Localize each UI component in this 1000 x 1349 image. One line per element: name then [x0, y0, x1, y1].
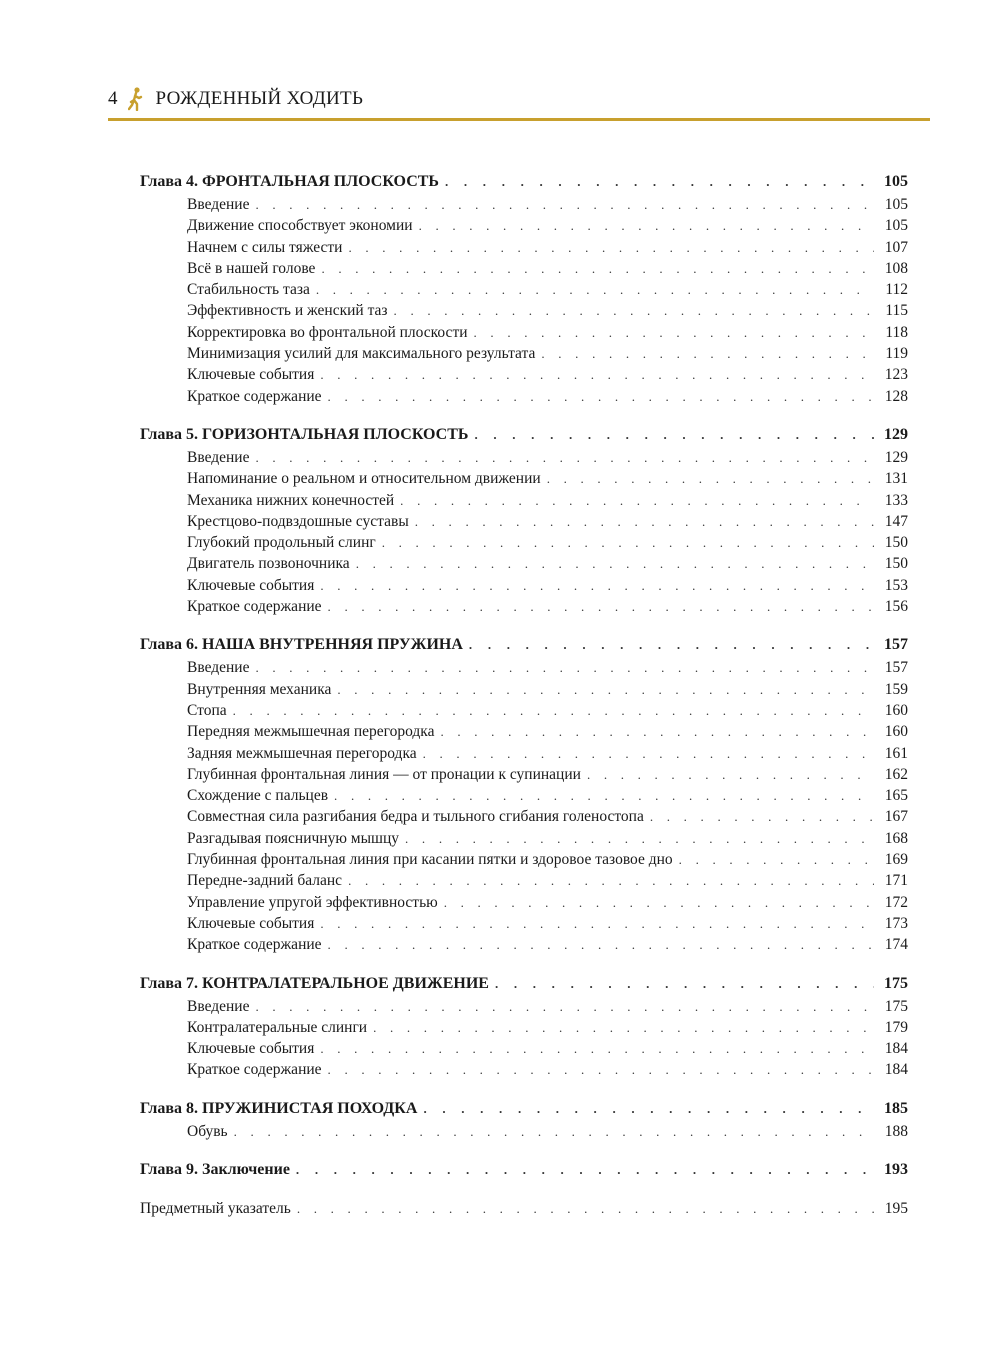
section-entry[interactable]	[140, 343, 908, 364]
chapter-block	[140, 633, 908, 955]
walking-person-icon	[128, 87, 144, 111]
section-entry-title: Краткое содержание	[187, 1061, 322, 1079]
chapter-entry[interactable]	[140, 633, 908, 657]
section-entry-page: 119	[885, 345, 908, 363]
section-entry[interactable]	[140, 511, 908, 532]
dot-leader	[234, 1121, 874, 1142]
section-entry-page: 131	[884, 470, 908, 488]
chapter-entry[interactable]	[140, 972, 908, 996]
chapter-block	[140, 1158, 908, 1182]
section-entry-title: Двигатель позвоночника	[187, 555, 350, 573]
section-entry[interactable]	[140, 1121, 908, 1142]
section-entry-page: 179	[884, 1018, 908, 1036]
section-entry-page: 162	[884, 765, 908, 783]
dot-leader	[320, 364, 874, 385]
chapter-entry-title: Глава 4. ФРОНТАЛЬНАЯ ПЛОСКОСТЬ	[140, 173, 439, 190]
dot-leader	[255, 447, 874, 468]
section-entry-page: 172	[884, 893, 908, 911]
dot-leader	[328, 934, 874, 955]
table-of-contents	[140, 170, 908, 1219]
index-entry[interactable]	[140, 1198, 908, 1219]
chapter-block	[140, 423, 908, 617]
section-entry-title: Стопа	[187, 701, 227, 719]
dot-leader	[541, 343, 874, 364]
section-entry-page: 128	[884, 387, 908, 405]
section-entry[interactable]	[140, 996, 908, 1017]
section-entry[interactable]	[140, 279, 908, 300]
dot-leader	[297, 1198, 874, 1219]
section-entry[interactable]	[140, 364, 908, 385]
section-entry[interactable]	[140, 468, 908, 489]
dot-leader	[233, 700, 874, 721]
section-entry[interactable]	[140, 447, 908, 468]
section-entry-title: Корректировка во фронтальной плоскости	[187, 323, 468, 341]
section-entry-title: Управление упругой эффективностью	[187, 893, 438, 911]
section-entry[interactable]	[140, 785, 908, 806]
dot-leader	[469, 633, 874, 657]
dot-leader	[474, 322, 874, 343]
section-entry[interactable]	[140, 1017, 908, 1038]
section-entry[interactable]	[140, 764, 908, 785]
chapter-entry[interactable]	[140, 1158, 908, 1182]
section-entry-page: 107	[884, 238, 908, 256]
section-entry-page: 112	[885, 281, 908, 299]
section-entry-page: 171	[884, 872, 908, 890]
section-entry-title: Напоминание о реальном и относительном движении	[187, 470, 541, 488]
section-entry-title: Крестцово-подвздошные суставы	[187, 512, 409, 530]
section-entry-title: Ключевые события	[187, 1040, 315, 1058]
dot-leader	[440, 721, 874, 742]
section-entry[interactable]	[140, 575, 908, 596]
section-entry-title: Ключевые события	[187, 914, 315, 932]
chapter-block	[140, 1097, 908, 1142]
section-entry-title: Глубинная фронтальная линия — от пронации к супинации	[187, 765, 581, 783]
chapter-entry-page: 175	[884, 974, 908, 992]
section-entry[interactable]	[140, 532, 908, 553]
dot-leader	[394, 300, 874, 321]
section-entry-page: 160	[884, 701, 908, 719]
section-entry[interactable]	[140, 322, 908, 343]
section-entry-page: 168	[884, 829, 908, 847]
dot-leader	[423, 743, 874, 764]
section-entry-title: Ключевые события	[187, 366, 315, 384]
section-entry-page: 153	[884, 576, 908, 594]
section-entry-page: 169	[884, 851, 908, 869]
section-entry-title: Механика нижних конечностей	[187, 491, 395, 509]
section-entry[interactable]	[140, 596, 908, 617]
dot-leader	[382, 532, 874, 553]
section-entry-page: 188	[884, 1122, 908, 1140]
dot-leader	[320, 575, 874, 596]
section-entry-page: 184	[884, 1061, 908, 1079]
section-entry-page: 105	[884, 196, 908, 213]
section-entry[interactable]	[140, 913, 908, 934]
section-entry-page: 165	[884, 787, 908, 805]
section-entry-title: Глубокий продольный слинг	[187, 534, 376, 552]
dot-leader	[547, 468, 874, 489]
page-number: 4	[108, 88, 118, 109]
section-entry-title: Обувь	[187, 1122, 228, 1140]
section-entry[interactable]	[140, 490, 908, 511]
section-entry-page: 105	[884, 217, 908, 235]
section-entry-title: Схождение с пальцев	[187, 787, 329, 805]
dot-leader	[316, 279, 874, 300]
dot-leader	[255, 194, 874, 215]
chapter-entry-title: Глава 9. Заключение	[140, 1160, 290, 1178]
section-entry-page: 161	[884, 744, 908, 762]
dot-leader	[348, 237, 874, 258]
section-entry-title: Глубинная фронтальная линия при касании пятки и здоровое тазовое дно	[187, 851, 673, 869]
section-entry[interactable]	[140, 237, 908, 258]
section-entry-page: 147	[884, 512, 908, 530]
index-entry-page: 195	[884, 1199, 908, 1217]
section-entry[interactable]	[140, 806, 908, 827]
dot-leader	[419, 215, 874, 236]
section-entry-page: 174	[884, 936, 908, 954]
dot-leader	[348, 870, 874, 891]
dot-leader	[320, 913, 874, 934]
chapter-entry-title: Глава 6. НАША ВНУТРЕННЯЯ ПРУЖИНА	[140, 636, 463, 654]
chapter-entry-page: 129	[884, 425, 908, 443]
section-entry-title: Контралатеральные слинги	[187, 1018, 368, 1036]
dot-leader	[650, 806, 874, 827]
dot-leader	[445, 170, 874, 194]
section-entry-title: Введение	[187, 196, 250, 213]
section-entry[interactable]	[140, 194, 908, 215]
running-head	[108, 86, 930, 112]
section-entry-title: Ключевые события	[187, 576, 315, 594]
dot-leader	[320, 1038, 874, 1059]
section-entry-title: Передняя межмышечная перегородка	[187, 723, 435, 741]
section-entry-title: Передне-задний баланс	[187, 872, 343, 890]
header-rule	[108, 118, 930, 121]
chapter-entry-title: Глава 5. ГОРИЗОНТАЛЬНАЯ ПЛОСКОСТЬ	[140, 425, 469, 443]
dot-leader	[321, 258, 874, 279]
dot-leader	[679, 849, 874, 870]
section-entry[interactable]	[140, 849, 908, 870]
section-entry-title: Движение способствует экономии	[187, 217, 413, 235]
section-entry[interactable]	[140, 1038, 908, 1059]
chapter-entry-title: Глава 7. КОНТРАЛАТЕРАЛЬНОЕ ДВИЖЕНИЕ	[140, 974, 489, 992]
section-entry-title: Минимизация усилий для максимального результата	[187, 345, 536, 363]
dot-leader	[415, 511, 874, 532]
chapter-entry[interactable]	[140, 423, 908, 447]
section-entry-page: 123	[884, 366, 908, 384]
section-entry-page: 160	[884, 723, 908, 741]
section-entry-page: 157	[884, 659, 908, 677]
section-entry[interactable]	[140, 386, 908, 407]
section-entry[interactable]	[140, 258, 908, 279]
section-entry[interactable]	[140, 679, 908, 700]
section-entry[interactable]	[140, 721, 908, 742]
section-entry-page: 108	[884, 259, 908, 277]
section-entry-page: 184	[884, 1040, 908, 1058]
section-entry-title: Краткое содержание	[187, 387, 322, 405]
dot-leader	[495, 972, 874, 996]
section-entry-title: Введение	[187, 448, 250, 466]
section-entry[interactable]	[140, 215, 908, 236]
section-entry-title: Стабильность таза	[187, 281, 310, 299]
dot-leader	[328, 1059, 874, 1080]
chapter-entry-page: 157	[884, 636, 908, 654]
dot-leader	[328, 596, 874, 617]
section-entry-title: Внутренняя механика	[187, 680, 332, 698]
chapter-entry-title: Глава 8. ПРУЖИНИСТАЯ ПОХОДКА	[140, 1099, 418, 1117]
section-entry-title: Краткое содержание	[187, 598, 322, 616]
section-entry-page: 150	[884, 534, 908, 552]
section-entry-title: Введение	[187, 659, 250, 677]
index-entry-title: Предметный указатель	[140, 1199, 291, 1217]
dot-leader	[405, 828, 874, 849]
section-entry-page: 173	[884, 914, 908, 932]
dot-leader	[587, 764, 874, 785]
section-entry[interactable]	[140, 934, 908, 955]
section-entry[interactable]	[140, 1059, 908, 1080]
section-entry-title: Эффективность и женский таз	[187, 302, 388, 320]
section-entry-page: 115	[885, 302, 908, 320]
section-entry-page: 150	[884, 555, 908, 573]
section-entry[interactable]	[140, 700, 908, 721]
dot-leader	[444, 892, 874, 913]
section-entry-title: Введение	[187, 997, 250, 1015]
section-entry[interactable]	[140, 870, 908, 891]
dot-leader	[334, 785, 874, 806]
section-entry-title: Совместная сила разгибания бедра и тыльного сгибания голеностопа	[187, 808, 644, 826]
dot-leader	[474, 423, 874, 447]
dot-leader	[356, 553, 874, 574]
section-entry-page: 167	[884, 808, 908, 826]
dot-leader	[337, 679, 874, 700]
section-entry[interactable]	[140, 828, 908, 849]
section-entry-page: 175	[884, 997, 908, 1015]
section-entry-page: 118	[885, 323, 908, 341]
dot-leader	[423, 1097, 874, 1121]
dot-leader	[400, 490, 874, 511]
book-title: РОЖДЕННЫЙ ХОДИТЬ	[155, 88, 364, 109]
section-entry-title: Краткое содержание	[187, 936, 322, 954]
dot-leader	[296, 1158, 874, 1182]
chapter-entry-page: 105	[884, 173, 908, 190]
section-entry-page: 159	[884, 680, 908, 698]
dot-leader	[328, 386, 874, 407]
section-entry-page: 156	[884, 598, 908, 616]
section-entry-title: Начнем с силы тяжести	[187, 238, 343, 256]
chapter-block	[140, 170, 908, 407]
dot-leader	[255, 996, 874, 1017]
chapter-entry-page: 193	[884, 1160, 908, 1178]
section-entry-page: 129	[884, 448, 908, 466]
dot-leader	[373, 1017, 874, 1038]
section-entry[interactable]	[140, 743, 908, 764]
chapter-entry[interactable]	[140, 170, 908, 194]
section-entry-title: Задняя межмышечная перегородка	[187, 744, 417, 762]
chapter-entry[interactable]	[140, 1097, 908, 1121]
chapter-entry-page: 185	[884, 1099, 908, 1117]
section-entry[interactable]	[140, 657, 908, 678]
section-entry[interactable]	[140, 300, 908, 321]
chapter-block	[140, 972, 908, 1081]
dot-leader	[255, 657, 874, 678]
section-entry[interactable]	[140, 553, 908, 574]
section-entry-title: Всё в нашей голове	[187, 259, 316, 277]
section-entry-title: Разгадывая поясничную мышцу	[187, 829, 400, 847]
section-entry[interactable]	[140, 892, 908, 913]
section-entry-page: 133	[884, 491, 908, 509]
